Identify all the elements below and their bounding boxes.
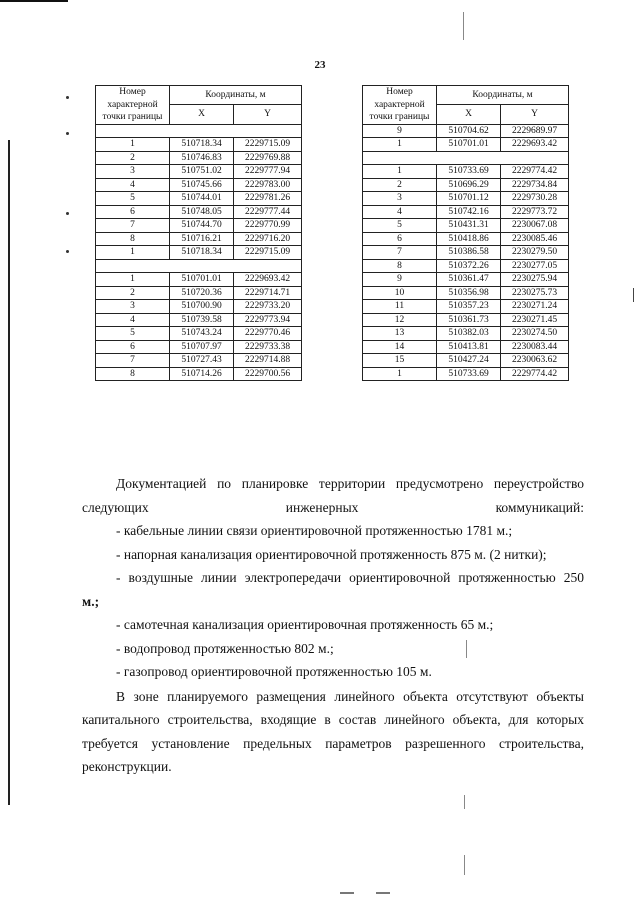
point-cell: 3 <box>96 300 170 314</box>
list-item: - кабельные линии связи ориентировочной протяженностью 1781 м.; <box>116 523 513 538</box>
list-item-continuation: м.; <box>82 593 100 609</box>
point-cell: 8 <box>96 232 170 246</box>
scan-speck <box>633 288 634 302</box>
point-cell: 1 <box>363 138 437 152</box>
y-cell: 2229693.42 <box>234 273 302 287</box>
x-cell: 510744.70 <box>170 219 234 233</box>
table-row <box>363 286 569 300</box>
x-cell: 510716.21 <box>170 232 234 246</box>
point-number-header: Номер характерной точки границы <box>96 86 170 125</box>
x-header: X <box>437 105 501 124</box>
table-row <box>96 340 302 354</box>
table-row <box>96 232 302 246</box>
table-row <box>363 205 569 219</box>
coordinates-table-left-body <box>96 124 302 381</box>
y-cell: 2229689.97 <box>501 124 569 138</box>
y-cell: 2229769.88 <box>234 151 302 165</box>
point-cell: 5 <box>96 192 170 206</box>
y-cell: 2229774.42 <box>501 165 569 179</box>
scan-dot <box>66 132 69 135</box>
scan-speck <box>464 795 465 809</box>
y-cell: 2229715.09 <box>234 246 302 260</box>
x-cell: 510739.58 <box>170 313 234 327</box>
list-item: - напорная канализация ориентировочной протяженность 875 м. (2 нитки); <box>116 546 547 562</box>
point-number-header: Номер характерной точки границы <box>363 86 437 125</box>
y-header: Y <box>501 105 569 124</box>
x-cell: 510386.58 <box>437 246 501 260</box>
y-cell: 2229777.94 <box>234 165 302 179</box>
point-cell: 4 <box>96 313 170 327</box>
point-cell: 3 <box>96 165 170 179</box>
y-cell: 2230279.50 <box>501 246 569 260</box>
table-row <box>363 219 569 233</box>
x-header: X <box>170 105 234 124</box>
table-row <box>96 286 302 300</box>
x-cell: 510356.98 <box>437 286 501 300</box>
x-cell: 510746.83 <box>170 151 234 165</box>
y-cell: 2229716.20 <box>234 232 302 246</box>
x-cell: 510413.81 <box>437 340 501 354</box>
y-cell: 2230275.94 <box>501 273 569 287</box>
point-cell: 4 <box>363 205 437 219</box>
x-cell: 510748.05 <box>170 205 234 219</box>
table-row <box>363 354 569 368</box>
table-row <box>96 273 302 287</box>
x-cell: 510357.23 <box>437 300 501 314</box>
point-cell: 4 <box>96 178 170 192</box>
x-cell: 510733.69 <box>437 165 501 179</box>
point-cell: 5 <box>363 219 437 233</box>
point-cell: 6 <box>96 340 170 354</box>
table-row <box>363 313 569 327</box>
table-row <box>96 313 302 327</box>
table-row <box>363 327 569 341</box>
point-cell: 8 <box>363 259 437 273</box>
x-cell: 510720.36 <box>170 286 234 300</box>
x-cell: 510361.73 <box>437 313 501 327</box>
x-cell: 510718.34 <box>170 138 234 152</box>
x-cell: 510700.90 <box>170 300 234 314</box>
x-cell: 510701.01 <box>170 273 234 287</box>
list-item: - самотечная канализация ориентировочная протяженность 65 м.; <box>116 617 494 632</box>
point-cell: 12 <box>363 313 437 327</box>
table-row <box>363 192 569 206</box>
x-cell: 510727.43 <box>170 354 234 368</box>
y-cell: 2230271.24 <box>501 300 569 314</box>
point-cell: 6 <box>96 205 170 219</box>
y-cell: 2229715.09 <box>234 138 302 152</box>
table-row <box>363 246 569 260</box>
y-cell: 2229733.38 <box>234 340 302 354</box>
y-cell: 2229714.88 <box>234 354 302 368</box>
list-item: - газопровод ориентировочной протяженностью 105 м. <box>116 664 432 679</box>
table-row <box>96 138 302 152</box>
table-row <box>363 259 569 273</box>
table-row <box>96 354 302 368</box>
x-cell: 510742.16 <box>437 205 501 219</box>
scan-dot <box>66 250 69 253</box>
table-row <box>363 273 569 287</box>
scan-speck <box>464 855 465 875</box>
y-cell: 2229733.20 <box>234 300 302 314</box>
coordinates-table-right <box>362 85 569 381</box>
point-cell: 7 <box>363 246 437 260</box>
group-separator-row <box>96 124 302 138</box>
point-cell: 1 <box>96 246 170 260</box>
list-item: - воздушные линии электропередачи ориентировочной протяженностью 250 <box>116 570 584 585</box>
point-cell: 15 <box>363 354 437 368</box>
point-cell: 1 <box>363 165 437 179</box>
x-cell: 510751.02 <box>170 165 234 179</box>
point-cell: 9 <box>363 273 437 287</box>
intro-paragraph: Документацией по планировке территории предусмотрено переустройство следующих инженерных коммуникаций: <box>82 476 584 515</box>
x-cell: 510696.29 <box>437 178 501 192</box>
table-row <box>363 124 569 138</box>
y-cell: 2229773.72 <box>501 205 569 219</box>
table-row <box>96 151 302 165</box>
coordinates-header: Координаты, м <box>170 86 302 105</box>
table-row <box>363 340 569 354</box>
y-header: Y <box>234 105 302 124</box>
y-cell: 2229773.94 <box>234 313 302 327</box>
y-cell: 2230063.62 <box>501 354 569 368</box>
y-cell: 2229700.56 <box>234 367 302 381</box>
x-cell: 510431.31 <box>437 219 501 233</box>
page-number: 23 <box>314 59 326 71</box>
y-cell: 2229714.71 <box>234 286 302 300</box>
x-cell: 510707.97 <box>170 340 234 354</box>
y-cell: 2230085.46 <box>501 232 569 246</box>
scan-footer-mark <box>340 892 354 894</box>
y-cell: 2229774.42 <box>501 367 569 381</box>
table-row <box>363 138 569 152</box>
y-cell: 2229770.46 <box>234 327 302 341</box>
table-row <box>363 232 569 246</box>
scan-dot <box>66 212 69 215</box>
scan-speck <box>463 12 464 40</box>
point-cell: 11 <box>363 300 437 314</box>
list-item: - водопровод протяженностью 802 м.; <box>116 640 334 656</box>
y-cell: 2230067.08 <box>501 219 569 233</box>
x-cell: 510372.26 <box>437 259 501 273</box>
table-row <box>96 205 302 219</box>
scan-dot <box>66 96 69 99</box>
y-cell: 2230274.50 <box>501 327 569 341</box>
coordinates-table-left <box>95 85 302 381</box>
point-cell: 7 <box>96 354 170 368</box>
y-cell: 2230083.44 <box>501 340 569 354</box>
scan-footer-mark <box>376 892 390 894</box>
closing-paragraph: В зоне планируемого размещения линейного объекта отсутствуют объекты капитального строительства, входящие в состав линейного объекта, для которых требуется установление предельных параметров разрешенного строительства, реконструкции. <box>82 688 584 774</box>
group-separator-row <box>363 151 569 165</box>
x-cell: 510361.47 <box>437 273 501 287</box>
y-cell: 2229730.28 <box>501 192 569 206</box>
x-cell: 510745.66 <box>170 178 234 192</box>
scan-left-binding-line <box>8 140 10 805</box>
y-cell: 2229781.26 <box>234 192 302 206</box>
y-cell: 2230277.05 <box>501 259 569 273</box>
x-cell: 510733.69 <box>437 367 501 381</box>
point-cell: 8 <box>96 367 170 381</box>
table-row <box>363 300 569 314</box>
table-row <box>363 178 569 192</box>
x-cell: 510718.34 <box>170 246 234 260</box>
point-cell: 6 <box>363 232 437 246</box>
x-cell: 510744.01 <box>170 192 234 206</box>
point-cell: 2 <box>96 286 170 300</box>
y-cell: 2230275.73 <box>501 286 569 300</box>
x-cell: 510704.62 <box>437 124 501 138</box>
point-cell: 1 <box>96 138 170 152</box>
y-cell: 2229734.84 <box>501 178 569 192</box>
point-cell: 14 <box>363 340 437 354</box>
point-cell: 13 <box>363 327 437 341</box>
table-row <box>96 192 302 206</box>
point-cell: 10 <box>363 286 437 300</box>
table-row <box>96 165 302 179</box>
x-cell: 510701.01 <box>437 138 501 152</box>
scan-top-rule <box>0 0 68 2</box>
point-cell: 5 <box>96 327 170 341</box>
point-cell: 9 <box>363 124 437 138</box>
point-cell: 2 <box>96 151 170 165</box>
x-cell: 510382.03 <box>437 327 501 341</box>
x-cell: 510714.26 <box>170 367 234 381</box>
table-row <box>363 165 569 179</box>
table-row <box>96 367 302 381</box>
y-cell: 2230271.45 <box>501 313 569 327</box>
point-cell: 1 <box>363 367 437 381</box>
point-cell: 2 <box>363 178 437 192</box>
table-row <box>96 219 302 233</box>
x-cell: 510701.12 <box>437 192 501 206</box>
coordinates-header: Координаты, м <box>437 86 569 105</box>
coordinates-table-right-body <box>363 124 569 381</box>
point-cell: 1 <box>96 273 170 287</box>
y-cell: 2229693.42 <box>501 138 569 152</box>
table-row <box>96 178 302 192</box>
x-cell: 510743.24 <box>170 327 234 341</box>
point-cell: 3 <box>363 192 437 206</box>
table-row <box>96 327 302 341</box>
y-cell: 2229783.00 <box>234 178 302 192</box>
point-cell: 7 <box>96 219 170 233</box>
table-row <box>96 300 302 314</box>
table-row <box>96 246 302 260</box>
body-text <box>82 472 584 779</box>
x-cell: 510418.86 <box>437 232 501 246</box>
y-cell: 2229777.44 <box>234 205 302 219</box>
table-row <box>363 367 569 381</box>
x-cell: 510427.24 <box>437 354 501 368</box>
y-cell: 2229770.99 <box>234 219 302 233</box>
group-separator-row <box>96 259 302 273</box>
